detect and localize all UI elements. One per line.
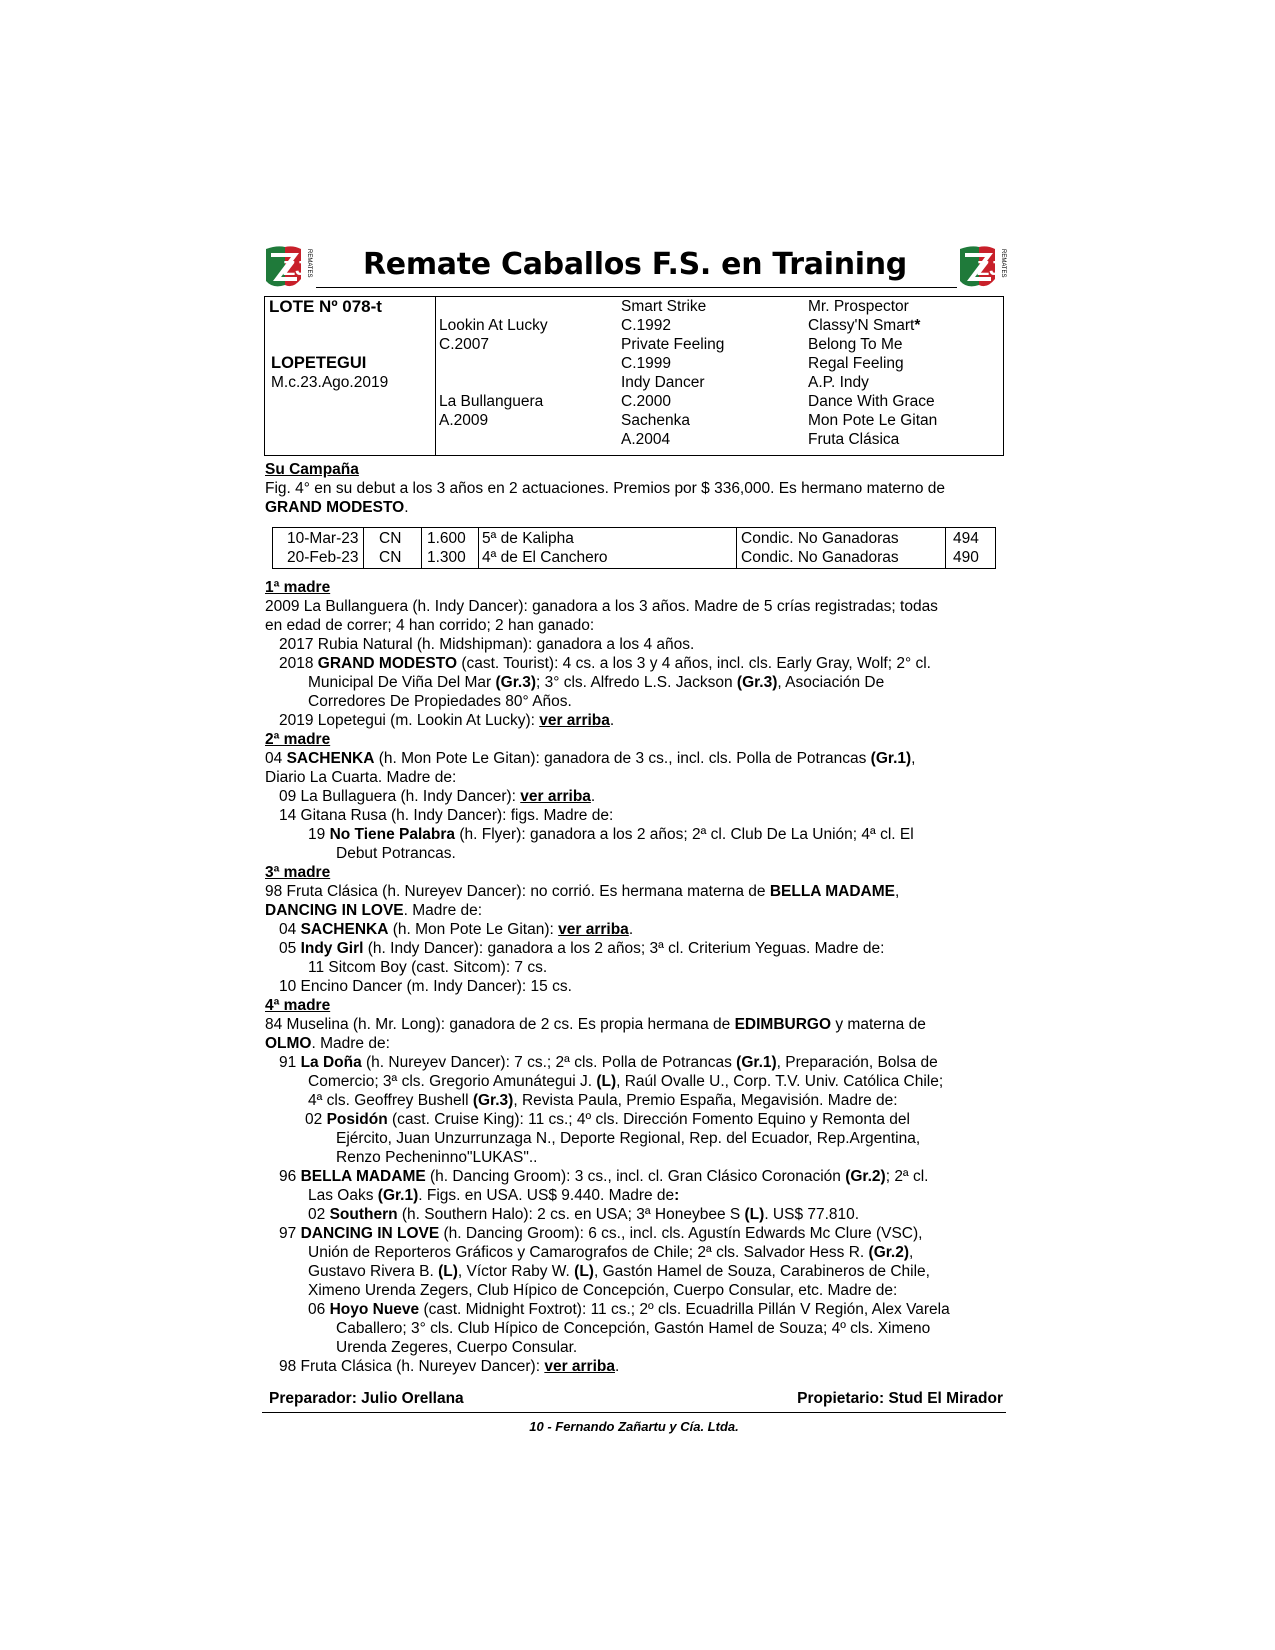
offspring-line: 11 Sitcom Boy (cast. Sitcom): 7 cs.	[308, 959, 548, 976]
offspring-line: 91 La Doña (h. Nureyev Dancer): 7 cs.; 2ª cls. Polla de Potrancas (Gr.1), Preparación, Bolsa de	[279, 1054, 938, 1071]
race-track: CN	[379, 530, 402, 547]
offspring-line: 97 DANCING IN LOVE (h. Dancing Groom): 6 cs., incl. cls. Agustín Edwards Mc Clure (VSC),	[279, 1225, 923, 1242]
zj-remates-logo	[263, 245, 315, 291]
offspring-line: Las Oaks (Gr.1). Figs. en USA. US$ 9.440. Madre de:	[308, 1187, 680, 1204]
race-place: 4ª de El Canchero	[482, 549, 608, 566]
campaign-text: Fig. 4° en su debut a los 3 años en 2 actuaciones. Premios por $ 336,000. Es hermano materno de	[265, 480, 946, 497]
table-divider	[945, 528, 946, 568]
offspring-line: 09 La Bullaguera (h. Indy Dancer): ver arriba.	[279, 788, 596, 805]
great-grandparent: Mr. Prospector	[808, 298, 909, 315]
grandparent-year: C.1999	[621, 355, 671, 372]
dam-text: 04 SACHENKA (h. Mon Pote Le Gitan): ganadora de 3 cs., incl. cls. Polla de Potrancas (Gr.1),	[265, 750, 916, 767]
grandparent-year: C.1992	[621, 317, 671, 334]
third-dam-heading: 3ª madre	[265, 864, 331, 881]
offspring-line: 04 SACHENKA (h. Mon Pote Le Gitan): ver arriba.	[279, 921, 634, 938]
offspring-line: 2017 Rubia Natural (h. Midshipman): ganadora a los 4 años.	[279, 636, 695, 653]
logo-text: ZJ	[283, 258, 307, 280]
dam-text: 84 Muselina (h. Mr. Long): ganadora de 2 cs. Es propia hermana de EDIMBURGO y materna de	[265, 1016, 926, 1033]
dam: La Bullanguera	[439, 393, 544, 410]
offspring-line: 05 Indy Girl (h. Indy Dancer): ganadora a los 2 años; 3ª cl. Criterium Yeguas. Madre de:	[279, 940, 885, 957]
offspring-line: 10 Encino Dancer (m. Indy Dancer): 15 cs.	[279, 978, 572, 995]
grandparent: Indy Dancer	[621, 374, 705, 391]
offspring-line: Comercio; 3ª cls. Gregorio Amunátegui J. (L), Raúl Ovalle U., Corp. T.V. Univ. Católica Chile;	[308, 1073, 944, 1090]
offspring-line: 98 Fruta Clásica (h. Nureyev Dancer): ver arriba.	[279, 1358, 620, 1375]
offspring-line: 96 BELLA MADAME (h. Dancing Groom): 3 cs., incl. cl. Gran Clásico Coronación (Gr.2); 2ª cl.	[279, 1168, 929, 1185]
grandparent: Private Feeling	[621, 336, 725, 353]
table-divider	[421, 528, 422, 568]
campaign-heading: Su Campaña	[265, 461, 359, 478]
race-condition: Condic. No Ganadoras	[741, 530, 899, 547]
offspring-line: Gustavo Rivera B. (L), Víctor Raby W. (L), Gastón Hamel de Souza, Carabineros de Chile,	[308, 1263, 930, 1280]
second-dam-heading: 2ª madre	[265, 731, 331, 748]
offspring-line: 02 Southern (h. Southern Halo): 2 cs. en USA; 3ª Honeybee S (L). US$ 77.810.	[308, 1206, 860, 1223]
offspring-line: Urenda Zegeres, Cuerpo Consular.	[336, 1339, 578, 1356]
dam-text: 2009 La Bullanguera (h. Indy Dancer): ganadora a los 3 años. Madre de 5 crías registradas; todas	[265, 598, 938, 615]
grandparent: Sachenka	[621, 412, 690, 429]
horse-info: M.c.23.Ago.2019	[271, 374, 389, 391]
grandparent-year: A.2004	[621, 431, 671, 448]
race-distance: 1.600	[427, 530, 466, 547]
offspring-line: 2018 GRAND MODESTO (cast. Tourist): 4 cs. a los 3 y 4 años, incl. cls. Early Gray, Wolf; 2° cl.	[279, 655, 931, 672]
lot-number: LOTE Nº 078-t	[269, 297, 382, 316]
logo-side-text: REMATES	[1000, 249, 1006, 278]
table-divider	[363, 528, 364, 568]
offspring-line: 4ª cls. Geoffrey Bushell (Gr.3), Revista Paula, Premio España, Megavisión. Madre de:	[308, 1092, 898, 1109]
ver-arriba-link[interactable]: ver arriba	[544, 1358, 615, 1375]
footer-rule	[262, 1412, 1006, 1413]
sire: Lookin At Lucky	[439, 317, 548, 334]
great-grandparent: Classy'N Smart*	[808, 317, 921, 334]
page-title: Remate Caballos F.S. en Training	[363, 247, 907, 282]
first-dam-heading: 1ª madre	[265, 579, 331, 596]
race-number: 494	[953, 530, 979, 547]
sire-year: C.2007	[439, 336, 489, 353]
offspring-line: 2019 Lopetegui (m. Lookin At Lucky): ver arriba.	[279, 712, 615, 729]
title-rule	[316, 287, 957, 288]
table-divider	[736, 528, 737, 568]
logo-text: ZJ	[977, 258, 1001, 280]
dam-text: OLMO. Madre de:	[265, 1035, 390, 1052]
great-grandparent: Fruta Clásica	[808, 431, 900, 448]
dam-text: 98 Fruta Clásica (h. Nureyev Dancer): no corrió. Es hermana materna de BELLA MADAME,	[265, 883, 900, 900]
offspring-line: 19 No Tiene Palabra (h. Flyer): ganadora a los 2 años; 2ª cl. Club De La Unión; 4ª cl. El	[308, 826, 914, 843]
offspring-line: 02 Posidón (cast. Cruise King): 11 cs.; 4º cls. Dirección Fomento Equino y Remonta del	[305, 1111, 910, 1128]
great-grandparent: Regal Feeling	[808, 355, 904, 372]
race-condition: Condic. No Ganadoras	[741, 549, 899, 566]
ver-arriba-link[interactable]: ver arriba	[520, 788, 591, 805]
offspring-line: Corredores De Propiedades 80° Años.	[308, 693, 572, 710]
offspring-line: 14 Gitana Rusa (h. Indy Dancer): figs. Madre de:	[279, 807, 614, 824]
great-grandparent: A.P. Indy	[808, 374, 869, 391]
great-grandparent: Belong To Me	[808, 336, 903, 353]
dam-text: en edad de correr; 4 han corrido; 2 han ganado:	[265, 617, 595, 634]
offspring-line: 06 Hoyo Nueve (cast. Midnight Foxtrot): 11 cs.; 2º cls. Ecuadrilla Pillán V Región, Alex Varela	[308, 1301, 950, 1318]
race-results-table	[272, 527, 996, 569]
race-date: 20-Feb-23	[287, 549, 359, 566]
logo-side-text: REMATES	[306, 249, 312, 278]
horse-name: LOPETEGUI	[271, 354, 367, 372]
race-place: 5ª de Kalipha	[482, 530, 574, 547]
campaign-text: GRAND MODESTO.	[265, 499, 409, 516]
pedigree-divider	[435, 297, 436, 455]
dam-text: Diario La Cuarta. Madre de:	[265, 769, 457, 786]
page-footer: 10 - Fernando Zañartu y Cía. Ltda.	[529, 1419, 739, 1434]
offspring-line: Debut Potrancas.	[336, 845, 456, 862]
dam-text: DANCING IN LOVE. Madre de:	[265, 902, 483, 919]
great-grandparent: Dance With Grace	[808, 393, 935, 410]
offspring-line: Ximeno Urenda Zegers, Club Hípico de Concepción, Cuerpo Consular, etc. Madre de:	[308, 1282, 898, 1299]
fourth-dam-heading: 4ª madre	[265, 997, 331, 1014]
dam-year: A.2009	[439, 412, 489, 429]
trainer: Preparador: Julio Orellana	[269, 1390, 464, 1407]
zj-remates-logo	[957, 245, 1009, 291]
grandparent: Smart Strike	[621, 298, 707, 315]
race-track: CN	[379, 549, 402, 566]
offspring-line: Ejército, Juan Unzurrunzaga N., Deporte Regional, Rep. del Ecuador, Rep.Argentina,	[336, 1130, 921, 1147]
offspring-line: Unión de Reporteros Gráficos y Camarografos de Chile; 2ª cls. Salvador Hess R. (Gr.2),	[308, 1244, 914, 1261]
pedigree-box	[264, 296, 1004, 456]
table-divider	[478, 528, 479, 568]
grandparent-year: C.2000	[621, 393, 671, 410]
offspring-line: Renzo Pecheninno"LUKAS"..	[336, 1149, 538, 1166]
ver-arriba-link[interactable]: ver arriba	[558, 921, 629, 938]
great-grandparent: Mon Pote Le Gitan	[808, 412, 938, 429]
race-number: 490	[953, 549, 979, 566]
offspring-line: Municipal De Viña Del Mar (Gr.3); 3° cls. Alfredo L.S. Jackson (Gr.3), Asociación De	[308, 674, 885, 691]
offspring-line: Caballero; 3° cls. Club Hípico de Concepción, Gastón Hamel de Souza; 4º cls. Ximeno	[336, 1320, 931, 1337]
race-date: 10-Mar-23	[287, 530, 359, 547]
race-distance: 1.300	[427, 549, 466, 566]
ver-arriba-link[interactable]: ver arriba	[539, 712, 610, 729]
owner: Propietario: Stud El Mirador	[797, 1390, 1003, 1407]
